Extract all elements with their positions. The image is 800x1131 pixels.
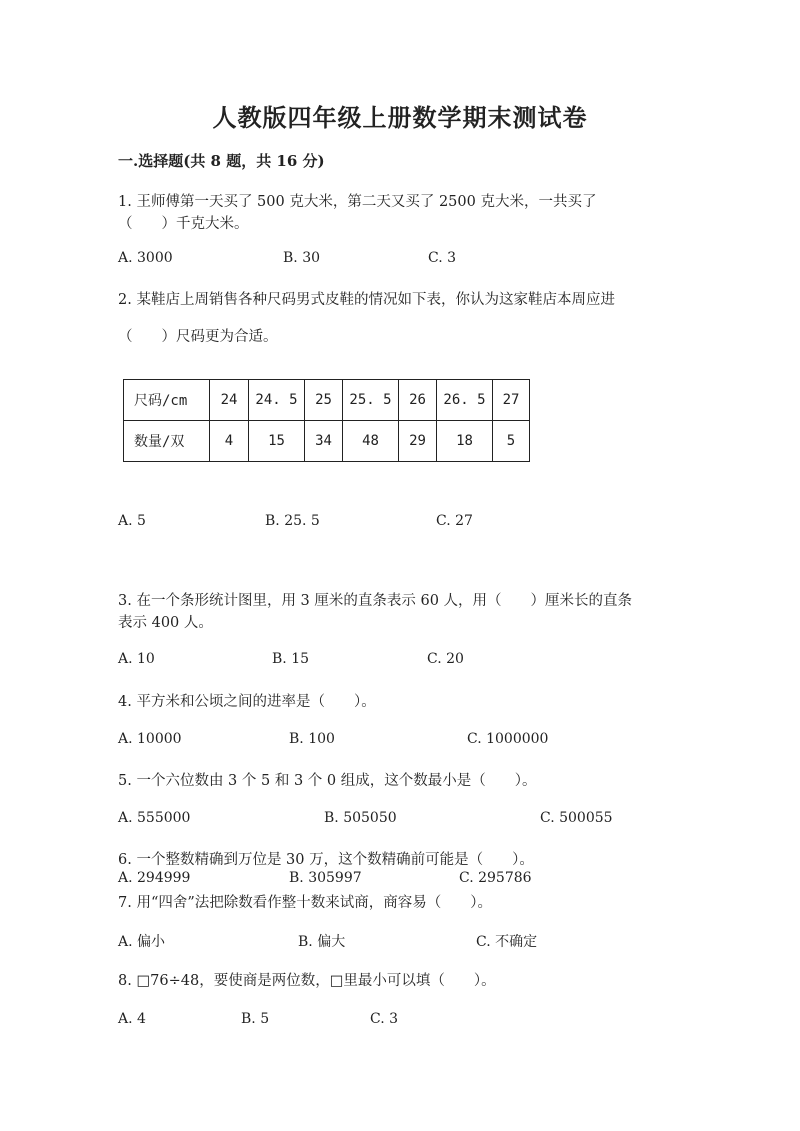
table-cell: 5 <box>493 421 530 462</box>
table-cell: 24 <box>210 380 249 421</box>
q2-text-line2: （ ）尺码更为合适。 <box>118 329 278 345</box>
q8-text: 8. □76÷48，要使商是两位数，□里最小可以填（ ）。 <box>118 973 496 989</box>
table-row <box>124 421 530 462</box>
q4-option-b: B. 100 <box>289 731 335 747</box>
shoe-size-table <box>123 379 530 462</box>
q4-text: 4. 平方米和公顷之间的进率是（ ）。 <box>118 694 376 710</box>
table-cell: 15 <box>249 421 305 462</box>
table-cell: 24. 5 <box>249 380 305 421</box>
q2-option-a: A. 5 <box>118 513 146 529</box>
table-cell: 尺码/cm <box>124 380 210 421</box>
table-row <box>124 380 530 421</box>
q5-option-c: C. 500055 <box>540 810 613 826</box>
table-cell: 34 <box>305 421 343 462</box>
q7-text: 7. 用“四舍”法把除数看作整十数来试商，商容易（ ）。 <box>118 895 493 911</box>
table-cell: 25 <box>305 380 343 421</box>
table-cell: 数量/双 <box>124 421 210 462</box>
q7-option-a: A. 偏小 <box>118 934 166 950</box>
q5-option-b: B. 505050 <box>324 810 397 826</box>
q1-text-line1: 1. 王师傅第一天买了 500 克大米，第二天又买了 2500 克大米，一共买了 <box>118 194 597 210</box>
q8-option-b: B. 5 <box>241 1011 270 1027</box>
page-title: 人教版四年级上册数学期末测试卷 <box>212 103 588 132</box>
table-cell: 26. 5 <box>437 380 493 421</box>
q1-text-line2: （ ）千克大米。 <box>118 216 249 232</box>
table-cell: 25. 5 <box>343 380 399 421</box>
table-cell: 29 <box>399 421 437 462</box>
q1-option-a: A. 3000 <box>118 250 173 266</box>
q5-option-a: A. 555000 <box>118 810 191 826</box>
q3-option-c: C. 20 <box>427 651 464 667</box>
q3-option-a: A. 10 <box>118 651 155 667</box>
q3-text-line2: 表示 400 人。 <box>118 615 213 631</box>
q6-text: 6. 一个整数精确到万位是 30 万，这个数精确前可能是（ ）。 <box>118 852 534 868</box>
q3-text-line1: 3. 在一个条形统计图里，用 3 厘米的直条表示 60 人，用（ ）厘米长的直条 <box>118 593 633 609</box>
q4-option-a: A. 10000 <box>118 731 182 747</box>
table-cell: 4 <box>210 421 249 462</box>
table-cell: 26 <box>399 380 437 421</box>
q2-text-line1: 2. 某鞋店上周销售各种尺码男式皮鞋的情况如下表，你认为这家鞋店本周应进 <box>118 292 615 308</box>
q6-option-c: C. 295786 <box>459 870 532 886</box>
q1-option-b: B. 30 <box>283 250 321 266</box>
q3-option-b: B. 15 <box>272 651 310 667</box>
q8-option-c: C. 3 <box>370 1011 399 1027</box>
q8-option-a: A. 4 <box>118 1011 146 1027</box>
q5-text: 5. 一个六位数由 3 个 5 和 3 个 0 组成，这个数最小是（ ）。 <box>118 773 537 789</box>
q7-option-c: C. 不确定 <box>476 934 538 950</box>
table-cell: 27 <box>493 380 530 421</box>
q2-option-b: B. 25. 5 <box>265 513 320 529</box>
q4-option-c: C. 1000000 <box>467 731 549 747</box>
section-heading: 一.选择题(共 8 题，共 16 分) <box>118 152 325 170</box>
q6-option-b: B. 305997 <box>289 870 362 886</box>
table-cell: 18 <box>437 421 493 462</box>
q2-option-c: C. 27 <box>436 513 473 529</box>
table-cell: 48 <box>343 421 399 462</box>
q1-option-c: C. 3 <box>428 250 457 266</box>
q7-option-b: B. 偏大 <box>298 934 346 950</box>
q6-option-a: A. 294999 <box>118 870 191 886</box>
